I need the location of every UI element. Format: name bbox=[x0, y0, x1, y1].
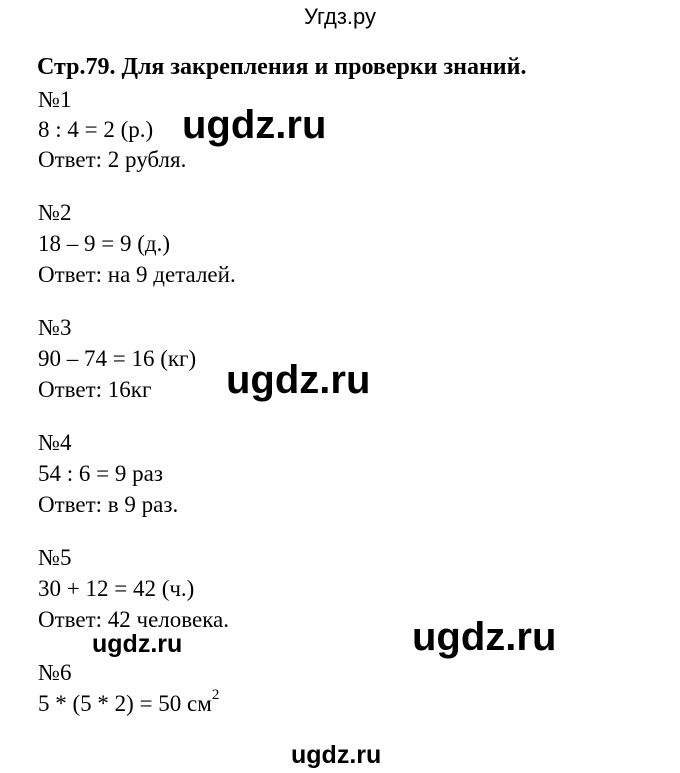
problem-3-answer: Ответ: 16кг bbox=[38, 377, 152, 402]
site-header: Угдз.ру bbox=[303, 4, 377, 29]
problem-5-number: №5 bbox=[38, 545, 72, 570]
problem-6-solution-text: 5 * (5 * 2) = 50 см bbox=[38, 691, 212, 716]
problem-5-solution: 30 + 12 = 42 (ч.) bbox=[38, 576, 195, 601]
watermark: ugdz.ru bbox=[226, 358, 371, 402]
watermark: ugdz.ru bbox=[92, 630, 183, 658]
problem-2-number: №2 bbox=[38, 200, 72, 225]
problem-5-answer: Ответ: 42 человека. bbox=[38, 607, 230, 632]
watermark: ugdz.ru bbox=[291, 741, 382, 769]
problem-1-number: №1 bbox=[38, 87, 72, 112]
watermark: ugdz.ru bbox=[182, 103, 327, 147]
problem-4-number: №4 bbox=[38, 430, 72, 455]
problem-2-answer: Ответ: на 9 деталей. bbox=[38, 262, 236, 287]
problem-2-solution: 18 – 9 = 9 (д.) bbox=[38, 231, 170, 256]
problem-4-answer: Ответ: в 9 раз. bbox=[38, 492, 179, 517]
problem-6-number: №6 bbox=[38, 660, 72, 685]
page-title: Стр.79. Для закрепления и проверки знаний. bbox=[37, 54, 527, 80]
problem-1-solution: 8 : 4 = 2 (р.) bbox=[38, 117, 154, 142]
problem-3-solution: 90 – 74 = 16 (кг) bbox=[38, 346, 197, 371]
problem-1-answer: Ответ: 2 рубля. bbox=[38, 147, 187, 172]
watermark: ugdz.ru bbox=[412, 615, 557, 659]
problem-6-superscript: 2 bbox=[211, 687, 220, 704]
problem-3-number: №3 bbox=[38, 315, 72, 340]
problem-4-solution: 54 : 6 = 9 раз bbox=[38, 461, 163, 486]
problem-6-solution bbox=[38, 687, 220, 718]
